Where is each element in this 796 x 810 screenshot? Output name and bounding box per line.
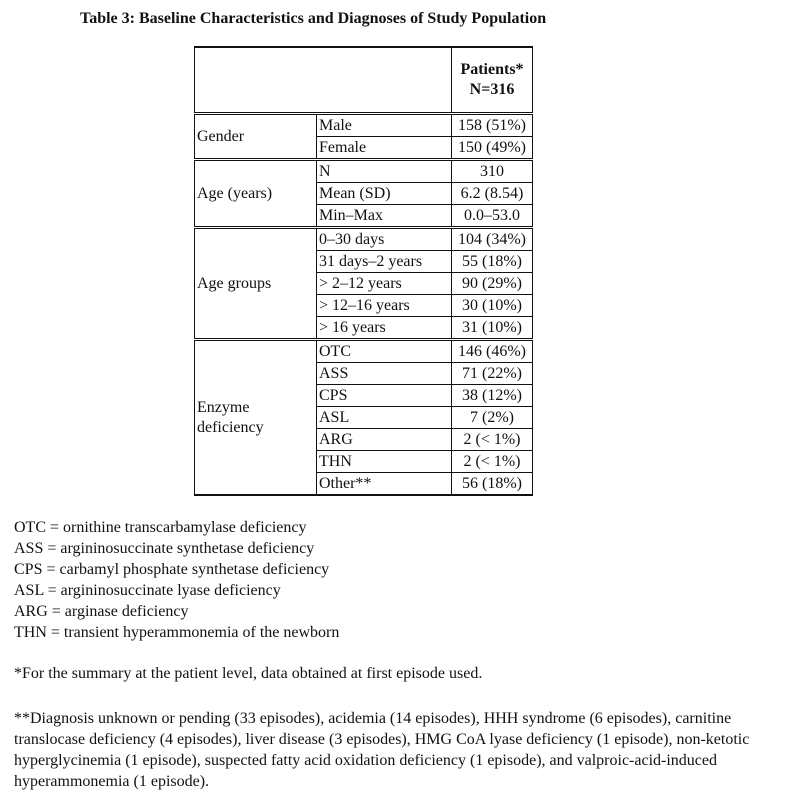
enzyme-label-line1: Enzyme — [197, 398, 250, 416]
enzyme-label-line2: deficiency — [197, 418, 264, 436]
row-value: 71 (22%) — [452, 363, 533, 385]
row-value: 0.0–53.0 — [452, 205, 533, 228]
row-label: CPS — [317, 385, 452, 407]
abbreviation-ass: ASS = argininosuccinate synthetase deficiency — [14, 540, 315, 557]
row-label: 0–30 days — [317, 228, 452, 251]
abbreviation-list — [14, 517, 339, 643]
row-value: 30 (10%) — [452, 295, 533, 317]
row-label: Female — [317, 137, 452, 160]
row-value: 150 (49%) — [452, 137, 533, 160]
row-value: 104 (34%) — [452, 228, 533, 251]
row-label: Male — [317, 114, 452, 137]
row-value: 310 — [452, 160, 533, 183]
row-label: Other** — [317, 473, 452, 496]
abbreviation-cps: CPS = carbamyl phosphate synthetase deficiency — [14, 561, 330, 578]
row-value: 2 (< 1%) — [452, 429, 533, 451]
group-label-gender: Gender — [195, 114, 317, 160]
group-label-enzyme — [195, 340, 317, 496]
table-row — [195, 340, 533, 363]
header-empty-cell — [195, 47, 452, 114]
row-label: Mean (SD) — [317, 183, 452, 205]
row-label: THN — [317, 451, 452, 473]
header-n: N=316 — [469, 81, 515, 98]
table-header-row — [195, 47, 533, 114]
row-value: 2 (< 1%) — [452, 451, 533, 473]
table-row — [195, 114, 533, 137]
abbreviation-arg: ARG = arginase deficiency — [14, 603, 189, 620]
row-value: 6.2 (8.54) — [452, 183, 533, 205]
row-value: 90 (29%) — [452, 273, 533, 295]
footnote-patient-level: *For the summary at the patient level, data obtained at first episode used. — [14, 665, 483, 682]
group-label-age-groups: Age groups — [195, 228, 317, 340]
row-value: 158 (51%) — [452, 114, 533, 137]
abbreviation-asl: ASL = argininosuccinate lyase deficiency — [14, 582, 281, 599]
row-label: N — [317, 160, 452, 183]
footnote-other-diagnoses: **Diagnosis unknown or pending (33 episodes), acidemia (14 episodes), HHH syndrome (6 episodes), carnitine translocase deficiency (4 episodes), liver disease (3 episodes), HMG CoA lyase deficiency (1 episode), non-ketotic hyperglycinemia (1 episode), suspected fatty acid oxidation deficiency (1 episode), and valproic-acid-induced hyperammonemia (1 episode). — [14, 710, 750, 790]
row-label: > 16 years — [317, 317, 452, 340]
row-label: ASL — [317, 407, 452, 429]
baseline-table — [194, 46, 533, 496]
abbreviation-otc: OTC = ornithine transcarbamylase deficiency — [14, 519, 307, 536]
table-row — [195, 160, 533, 183]
abbreviation-thn: THN = transient hyperammonemia of the newborn — [14, 624, 340, 641]
header-patients-cell — [452, 47, 533, 114]
row-value: 56 (18%) — [452, 473, 533, 496]
row-label: OTC — [317, 340, 452, 363]
group-label-age: Age (years) — [195, 160, 317, 228]
row-value: 7 (2%) — [452, 407, 533, 429]
row-label: 31 days–2 years — [317, 251, 452, 273]
row-label: ASS — [317, 363, 452, 385]
row-label: > 2–12 years — [317, 273, 452, 295]
row-label: Min–Max — [317, 205, 452, 228]
row-label: > 12–16 years — [317, 295, 452, 317]
row-value: 38 (12%) — [452, 385, 533, 407]
header-patients: Patients* — [460, 61, 524, 78]
table-title: Table 3: Baseline Characteristics and Diagnoses of Study Population — [80, 10, 547, 27]
row-value: 55 (18%) — [452, 251, 533, 273]
row-value: 146 (46%) — [452, 340, 533, 363]
row-value: 31 (10%) — [452, 317, 533, 340]
row-label: ARG — [317, 429, 452, 451]
table-row — [195, 228, 533, 251]
